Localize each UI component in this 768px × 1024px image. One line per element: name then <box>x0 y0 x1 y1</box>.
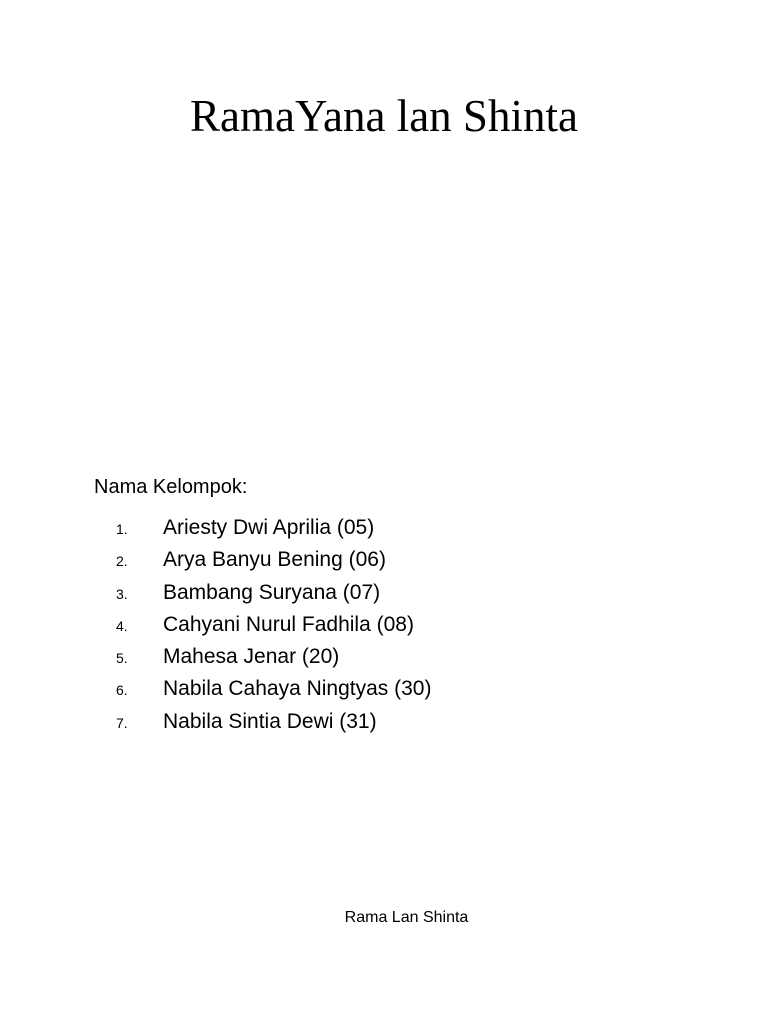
page-footer: Rama Lan Shinta <box>344 909 469 926</box>
list-item-number: 3. <box>116 585 128 602</box>
list-item-number: 7. <box>116 714 128 731</box>
list-item <box>0 577 768 609</box>
list-item-number: 2. <box>116 553 128 570</box>
list-item-number: 6. <box>116 682 128 699</box>
list-item-name: Mahesa Jenar (20) <box>163 645 340 669</box>
group-label: Nama Kelompok: <box>94 476 248 498</box>
list-item-name: Cahyani Nurul Fadhila (08) <box>163 612 414 636</box>
list-item <box>0 641 768 673</box>
list-item <box>0 544 768 576</box>
list-item <box>0 512 768 544</box>
list-item-name: Bambang Suryana (07) <box>163 580 381 604</box>
list-item-number: 4. <box>116 617 128 634</box>
list-item-number: 5. <box>116 650 128 667</box>
document-title: RamaYana lan Shinta <box>190 91 578 141</box>
list-item <box>0 706 768 738</box>
list-item-name: Arya Banyu Bening (06) <box>163 548 386 572</box>
list-item-name: Nabila Cahaya Ningtyas (30) <box>163 677 432 701</box>
list-item-number: 1. <box>116 521 128 537</box>
list-item-name: Nabila Sintia Dewi (31) <box>163 709 377 733</box>
list-item-name: Ariesty Dwi Aprilia (05) <box>163 516 375 539</box>
list-item <box>0 673 768 705</box>
member-list <box>0 512 768 738</box>
list-item <box>0 609 768 641</box>
